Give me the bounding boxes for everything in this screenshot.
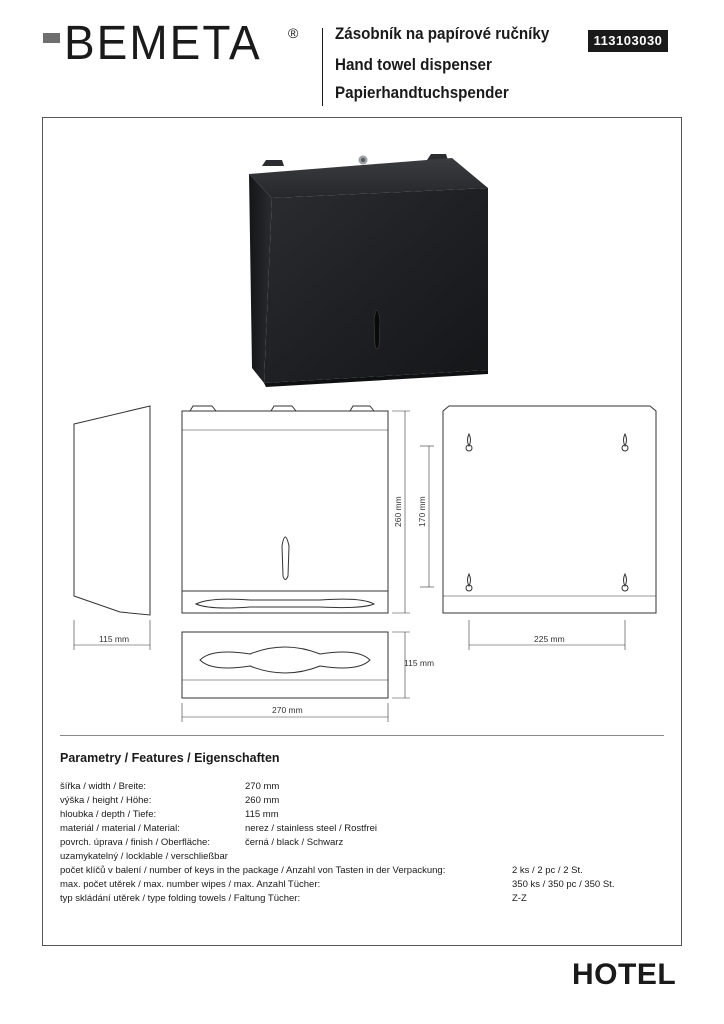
spec-value-folding: Z-Z: [512, 893, 527, 904]
product-code-badge: 113103030: [588, 30, 668, 52]
spec-label-height: výška / height / Höhe:: [60, 795, 152, 806]
spec-label-lockable: uzamykatelný / locklable / verschließbar: [60, 851, 228, 862]
title-czech: Zásobník na papírové ručníky: [335, 25, 550, 43]
registered-mark: ®: [288, 25, 299, 41]
bottom-width-dim: 270 mm: [272, 705, 303, 715]
spec-label-depth: hloubka / depth / Tiefe:: [60, 809, 157, 820]
spec-value-material: nerez / stainless steel / Rostfrei: [245, 823, 377, 834]
bottom-depth-dim: 115 mm: [404, 658, 435, 668]
spec-value-max-wipes: 350 ks / 350 pc / 350 St.: [512, 879, 615, 890]
title-english: Hand towel dispenser: [335, 56, 492, 74]
spec-label-max-wipes: max. počet utěrek / max. number wipes / max. Anzahl Tücher:: [60, 879, 321, 890]
side-depth-dim: 115 mm: [99, 634, 130, 644]
spec-value-height: 260 mm: [245, 795, 280, 806]
spec-label-keys: počet klíčů v balení / number of keys in the package / Anzahl von Tasten in der Verpackung:: [60, 865, 446, 876]
spec-value-depth: 115 mm: [245, 809, 279, 820]
spec-value-keys: 2 ks / 2 pc / 2 St.: [512, 865, 583, 876]
spec-label-width: šířka / width / Breite:: [60, 781, 147, 792]
spec-label-finish: povrch. úprava / finish / Oberfläche:: [60, 837, 210, 848]
front-height-dim: 260 mm: [393, 496, 403, 527]
features-divider: [60, 735, 664, 736]
spec-value-width: 270 mm: [245, 781, 280, 792]
back-view-drawing: [443, 406, 656, 650]
front-slot-height-dim: 170 mm: [417, 496, 427, 527]
spec-label-material: materiál / material / Material:: [60, 823, 180, 834]
side-view-drawing: [74, 406, 150, 650]
brand-logo: BEMETA: [64, 14, 262, 70]
title-german: Papierhandtuchspender: [335, 84, 509, 102]
product-photo: [249, 154, 488, 387]
features-heading: Parametry / Features / Eigenschaften: [60, 751, 280, 765]
spec-value-finish: černá / black / Schwarz: [245, 837, 344, 848]
back-width-dim: 225 mm: [534, 634, 565, 644]
spec-label-folding: typ skládání utěrek / type folding towels / Faltung Tücher:: [60, 893, 301, 904]
category-label: HOTEL: [572, 958, 677, 991]
